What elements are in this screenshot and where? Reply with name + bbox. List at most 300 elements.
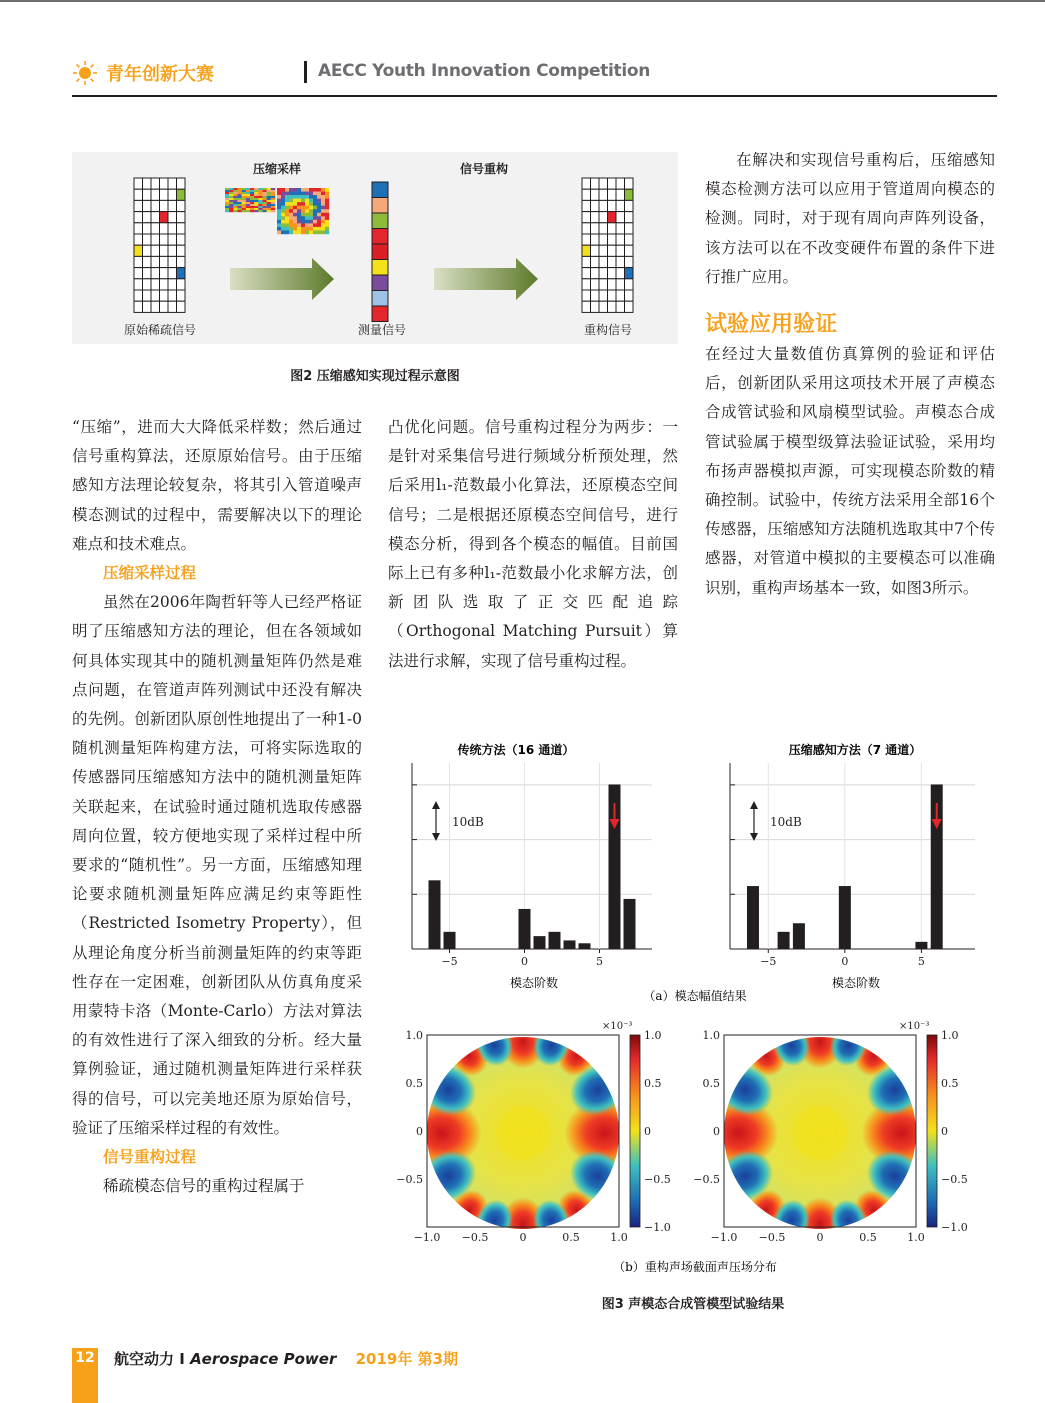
matrix-cell xyxy=(305,209,309,213)
grid-cell xyxy=(616,268,625,279)
col1-subheading-1: 压缩采样过程 xyxy=(103,564,197,583)
sun-logo-icon xyxy=(72,60,98,86)
grid-cell xyxy=(599,200,608,211)
matrix-cell xyxy=(258,188,262,190)
grid-cell xyxy=(599,279,608,290)
grid-cell xyxy=(599,189,608,200)
matrix-cell xyxy=(229,196,233,198)
grid-cell xyxy=(160,234,169,245)
chart-x-tick-label: 5 xyxy=(596,955,603,968)
matrix-cell xyxy=(271,196,275,198)
random-matrix-b xyxy=(277,188,329,234)
header-title-cn: 青年创新大赛 xyxy=(106,64,214,85)
grid-cell xyxy=(134,200,143,211)
grid-cell xyxy=(160,200,169,211)
grid-cell xyxy=(160,279,169,290)
matrix-cell xyxy=(254,190,258,192)
figure-3-charts xyxy=(390,735,996,1275)
matrix-cell xyxy=(313,195,317,199)
matrix-cell xyxy=(225,194,229,196)
matrix-cell xyxy=(285,227,289,231)
grid-cell xyxy=(625,290,634,301)
matrix-cell xyxy=(293,206,297,210)
matrix-cell xyxy=(289,209,293,213)
disc-center xyxy=(496,1106,550,1160)
matrix-cell xyxy=(321,227,325,231)
scale-arrow-up-icon xyxy=(432,801,440,809)
arrow-compress-icon xyxy=(230,258,334,300)
matrix-cell xyxy=(309,223,313,227)
matrix-cell xyxy=(267,198,271,200)
random-matrix-a xyxy=(225,188,275,212)
header-separator xyxy=(304,61,307,83)
original-sparse-grid xyxy=(134,178,185,312)
reconstructed-grid xyxy=(582,178,633,312)
grid-cell xyxy=(160,256,169,267)
matrix-cell xyxy=(242,202,246,204)
grid-cell xyxy=(591,178,600,189)
matrix-cell xyxy=(242,188,246,190)
matrix-cell xyxy=(258,204,262,206)
header-title-en: AECC Youth Innovation Competition xyxy=(318,61,651,81)
matrix-cell xyxy=(305,188,309,192)
matrix-cell xyxy=(258,194,262,196)
matrix-cell xyxy=(271,194,275,196)
scale-arrow-up-icon xyxy=(750,801,758,809)
colorbar-exponent: ×10⁻³ xyxy=(602,1021,633,1032)
matrix-cell xyxy=(297,195,301,199)
matrix-cell xyxy=(250,194,254,196)
matrix-cell xyxy=(263,208,267,210)
arrow-reconstruct-icon xyxy=(434,258,538,300)
matrix-cell xyxy=(229,192,233,194)
disc-field xyxy=(401,1015,645,1251)
grid-cell xyxy=(151,290,160,301)
grid-cell xyxy=(134,234,143,245)
matrix-cell xyxy=(225,206,229,208)
col3-paragraph-1: 在解决和实现信号重构后，压缩感知模态检测方法可以应用于管道周向模态的检测。同时，对于现有周向声阵列设备，该方法可以在不改变硬件布置的条件下进行推广应用。 xyxy=(705,151,995,286)
grid-cell xyxy=(177,279,186,290)
colorbar-exponent: ×10⁻³ xyxy=(899,1021,930,1032)
matrix-cell xyxy=(309,188,313,192)
matrix-cell xyxy=(263,190,267,192)
matrix-cell xyxy=(229,188,233,190)
matrix-cell xyxy=(229,198,233,200)
matrix-cell xyxy=(285,199,289,203)
measurement-cell xyxy=(372,182,388,198)
pressure-field-left xyxy=(401,1015,645,1251)
text-column-2 xyxy=(388,413,678,676)
measurement-cell xyxy=(372,213,388,229)
grid-cell xyxy=(591,256,600,267)
matrix-cell xyxy=(309,213,313,217)
measurement-cell xyxy=(372,275,388,291)
text-column-3 xyxy=(705,146,995,603)
measurement-vector xyxy=(372,182,388,322)
matrix-cell xyxy=(289,230,293,234)
matrix-cell xyxy=(313,209,317,213)
matrix-cell xyxy=(238,206,242,208)
matrix-cell xyxy=(233,210,237,212)
matrix-cell xyxy=(267,190,271,192)
grid-cell xyxy=(625,200,634,211)
matrix-cell xyxy=(285,213,289,217)
matrix-cell xyxy=(285,230,289,234)
matrix-cell xyxy=(325,206,329,210)
matrix-cell xyxy=(271,200,275,202)
matrix-cell xyxy=(285,209,289,213)
figure-2 xyxy=(72,152,678,344)
matrix-cell xyxy=(281,199,285,203)
matrix-cell xyxy=(313,230,317,234)
grid-cell xyxy=(616,290,625,301)
grid-cell xyxy=(625,189,634,200)
matrix-cell xyxy=(325,188,329,192)
field-x-tick-label: 1.0 xyxy=(907,1231,925,1244)
matrix-cell xyxy=(277,216,281,220)
grid-cell xyxy=(160,290,169,301)
grid-cell xyxy=(591,223,600,234)
matrix-cell xyxy=(285,220,289,224)
matrix-cell xyxy=(250,190,254,192)
matrix-cell xyxy=(297,223,301,227)
grid-cell xyxy=(582,301,591,312)
grid-cell xyxy=(168,223,177,234)
matrix-cell xyxy=(317,199,321,203)
matrix-cell xyxy=(250,210,254,212)
matrix-cell xyxy=(321,223,325,227)
matrix-cell xyxy=(267,202,271,204)
matrix-cell xyxy=(309,227,313,231)
matrix-cell xyxy=(301,209,305,213)
grid-cell xyxy=(608,268,617,279)
matrix-cell xyxy=(246,208,250,210)
colorbar-tick-label: −1.0 xyxy=(644,1221,671,1234)
matrix-cell xyxy=(305,213,309,217)
top-rule xyxy=(0,0,1045,2)
matrix-cell xyxy=(263,188,267,190)
matrix-cell xyxy=(271,198,275,200)
grid-cell xyxy=(582,212,591,223)
grid-cell xyxy=(625,212,634,223)
disc-field xyxy=(698,1015,942,1251)
matrix-cell xyxy=(242,200,246,202)
grid-cell xyxy=(599,245,608,256)
matrix-cell xyxy=(277,209,281,213)
grid-cell xyxy=(151,189,160,200)
matrix-cell xyxy=(293,216,297,220)
matrix-cell xyxy=(309,206,313,210)
chart-bar xyxy=(534,936,546,949)
matrix-cell xyxy=(313,188,317,192)
grid-cell xyxy=(599,290,608,301)
matrix-cell xyxy=(250,206,254,208)
field-x-tick-label: 1.0 xyxy=(610,1231,628,1244)
grid-cell xyxy=(160,223,169,234)
grid-cell xyxy=(177,245,186,256)
fig2-label-original: 原始稀疏信号 xyxy=(123,323,197,337)
field-x-tick-label: 0.5 xyxy=(859,1231,877,1244)
measurement-cell xyxy=(372,229,388,245)
matrix-cell xyxy=(233,204,237,206)
chart-bar xyxy=(839,886,851,949)
chart-bar xyxy=(747,886,759,949)
matrix-cell xyxy=(250,198,254,200)
matrix-cell xyxy=(229,190,233,192)
matrix-cell xyxy=(267,200,271,202)
grid-cell xyxy=(168,301,177,312)
matrix-cell xyxy=(301,195,305,199)
grid-cell xyxy=(625,268,634,279)
matrix-cell xyxy=(258,200,262,202)
matrix-cell xyxy=(263,200,267,202)
matrix-cell xyxy=(242,208,246,210)
matrix-cell xyxy=(258,206,262,208)
grid-cell xyxy=(151,256,160,267)
matrix-cell xyxy=(277,227,281,231)
matrix-cell xyxy=(233,196,237,198)
matrix-cell xyxy=(238,204,242,206)
matrix-cell xyxy=(317,216,321,220)
matrix-cell xyxy=(321,202,325,206)
chart-bar xyxy=(519,909,531,949)
matrix-cell xyxy=(246,194,250,196)
field-x-tick-label: −0.5 xyxy=(758,1231,786,1244)
chart-bar xyxy=(624,899,636,949)
matrix-cell xyxy=(246,210,250,212)
matrix-cell xyxy=(281,216,285,220)
matrix-cell xyxy=(285,223,289,227)
grid-cell xyxy=(168,290,177,301)
matrix-cell xyxy=(263,194,267,196)
matrix-cell xyxy=(313,199,317,203)
matrix-cell xyxy=(254,198,258,200)
matrix-cell xyxy=(321,195,325,199)
matrix-cell xyxy=(263,198,267,200)
matrix-cell xyxy=(281,227,285,231)
section-heading: 试验应用验证 xyxy=(705,312,838,338)
grid-cell xyxy=(168,234,177,245)
page-number: 12 xyxy=(75,1350,95,1366)
measurement-cell xyxy=(372,198,388,214)
matrix-cell xyxy=(313,213,317,217)
matrix-cell xyxy=(313,192,317,196)
matrix-cell xyxy=(238,198,242,200)
matrix-cell xyxy=(325,223,329,227)
matrix-cell xyxy=(325,213,329,217)
col2-paragraph-1: 凸优化问题。信号重构过程分为两步：一是针对采集信号进行频域分析预处理，然后采用l₁-范数最小化算法，还原模态空间信号；二是根据还原模态空间信号，进行模态分析，得到各个模态的幅值。目前国际上已有多种l₁-范数最小化求解方法，创新团队选取了正交匹配追踪（Orthogonal Matching Pursuit）算法进行求解，实现了信号重构过程。 xyxy=(388,418,678,670)
chart-x-tick-label: 0 xyxy=(841,955,849,968)
chart-x-tick-label: −5 xyxy=(441,955,458,968)
matrix-cell xyxy=(289,216,293,220)
matrix-cell xyxy=(258,198,262,200)
matrix-cell xyxy=(277,213,281,217)
matrix-cell xyxy=(242,196,246,198)
grid-cell xyxy=(608,178,617,189)
matrix-cell xyxy=(246,204,250,206)
matrix-cell xyxy=(301,227,305,231)
matrix-cell xyxy=(293,230,297,234)
matrix-cell xyxy=(325,209,329,213)
matrix-cell xyxy=(305,227,309,231)
matrix-cell xyxy=(281,188,285,192)
matrix-cell xyxy=(250,192,254,194)
grid-cell xyxy=(616,279,625,290)
matrix-cell xyxy=(297,230,301,234)
chart-bar xyxy=(915,942,927,949)
matrix-cell xyxy=(271,188,275,190)
grid-cell xyxy=(616,189,625,200)
matrix-cell xyxy=(305,202,309,206)
grid-cell xyxy=(582,223,591,234)
field-y-tick-label: 0.5 xyxy=(702,1077,720,1090)
scale-label: 10dB xyxy=(770,815,802,829)
fig2-label-measured: 测量信号 xyxy=(357,323,407,337)
chart-bar xyxy=(564,940,576,949)
matrix-cell xyxy=(242,206,246,208)
matrix-cell xyxy=(301,213,305,217)
chart-bar xyxy=(793,923,805,949)
matrix-cell xyxy=(233,190,237,192)
matrix-cell xyxy=(297,227,301,231)
matrix-cell xyxy=(254,208,258,210)
matrix-cell xyxy=(325,227,329,231)
chart-left-xlabel: 模态阶数 xyxy=(509,976,559,990)
grid-cell xyxy=(168,189,177,200)
matrix-cell xyxy=(293,188,297,192)
matrix-cell xyxy=(267,204,271,206)
chart-bar xyxy=(778,932,790,949)
grid-cell xyxy=(143,200,152,211)
matrix-cell xyxy=(250,204,254,206)
matrix-cell xyxy=(305,199,309,203)
matrix-cell xyxy=(317,192,321,196)
matrix-cell xyxy=(267,206,271,208)
grid-cell xyxy=(134,290,143,301)
grid-cell xyxy=(599,268,608,279)
matrix-cell xyxy=(281,206,285,210)
grid-cell xyxy=(177,178,186,189)
colorbar-tick-label: 0.5 xyxy=(941,1077,959,1090)
grid-cell xyxy=(591,200,600,211)
field-y-tick-label: 0 xyxy=(713,1125,720,1138)
field-y-tick-label: 1.0 xyxy=(702,1029,720,1042)
matrix-cell xyxy=(321,188,325,192)
grid-cell xyxy=(151,279,160,290)
grid-cell xyxy=(168,178,177,189)
matrix-cell xyxy=(242,190,246,192)
matrix-cell xyxy=(285,192,289,196)
matrix-cell xyxy=(297,199,301,203)
grid-cell xyxy=(177,189,186,200)
matrix-cell xyxy=(297,213,301,217)
matrix-cell xyxy=(263,196,267,198)
matrix-cell xyxy=(250,200,254,202)
matrix-cell xyxy=(301,199,305,203)
grid-cell xyxy=(582,279,591,290)
footer-separator: I xyxy=(179,1350,185,1368)
matrix-cell xyxy=(313,202,317,206)
matrix-cell xyxy=(321,209,325,213)
matrix-cell xyxy=(305,195,309,199)
matrix-cell xyxy=(267,192,271,194)
matrix-cell xyxy=(229,194,233,196)
grid-cell xyxy=(143,178,152,189)
matrix-cell xyxy=(297,216,301,220)
measurement-cell xyxy=(372,244,388,260)
matrix-cell xyxy=(313,216,317,220)
matrix-cell xyxy=(317,230,321,234)
matrix-cell xyxy=(285,216,289,220)
matrix-cell xyxy=(277,188,281,192)
matrix-cell xyxy=(246,196,250,198)
matrix-cell xyxy=(263,210,267,212)
matrix-cell xyxy=(238,188,242,190)
matrix-cell xyxy=(301,192,305,196)
matrix-cell xyxy=(321,216,325,220)
grid-cell xyxy=(160,212,169,223)
matrix-cell xyxy=(225,192,229,194)
caption-a: （a）模态幅值结果 xyxy=(643,989,747,1003)
matrix-cell xyxy=(246,192,250,194)
grid-cell xyxy=(143,189,152,200)
col1-subheading-2: 信号重构过程 xyxy=(103,1148,197,1167)
matrix-cell xyxy=(233,192,237,194)
field-x-tick-label: −1.0 xyxy=(413,1231,441,1244)
matrix-cell xyxy=(289,199,293,203)
matrix-cell xyxy=(225,188,229,190)
figure-3-caption: 图3 声模态合成管模型试验结果 xyxy=(601,1297,785,1312)
field-x-tick-label: 0 xyxy=(816,1231,824,1244)
grid-cell xyxy=(134,301,143,312)
matrix-cell xyxy=(301,223,305,227)
matrix-cell xyxy=(285,206,289,210)
matrix-cell xyxy=(258,192,262,194)
matrix-cell xyxy=(238,192,242,194)
chart-left-title: 传统方法（16 通道） xyxy=(457,743,575,757)
matrix-cell xyxy=(267,194,271,196)
matrix-cell xyxy=(254,192,258,194)
grid-cell xyxy=(143,256,152,267)
matrix-cell xyxy=(289,220,293,224)
grid-cell xyxy=(608,301,617,312)
matrix-cell xyxy=(225,210,229,212)
grid-cell xyxy=(151,223,160,234)
grid-cell xyxy=(143,245,152,256)
grid-cell xyxy=(143,223,152,234)
matrix-cell xyxy=(233,188,237,190)
grid-cell xyxy=(599,223,608,234)
matrix-cell xyxy=(242,194,246,196)
grid-cell xyxy=(616,245,625,256)
matrix-cell xyxy=(242,204,246,206)
matrix-cell xyxy=(309,192,313,196)
matrix-cell xyxy=(277,195,281,199)
matrix-cell xyxy=(281,230,285,234)
chart-right-xlabel: 模态阶数 xyxy=(831,976,881,990)
matrix-cell xyxy=(325,220,329,224)
grid-cell xyxy=(616,234,625,245)
matrix-cell xyxy=(229,202,233,204)
matrix-cell xyxy=(250,208,254,210)
matrix-cell xyxy=(277,223,281,227)
grid-cell xyxy=(168,245,177,256)
grid-cell xyxy=(608,223,617,234)
caption-b: （b）重构声场截面声压场分布 xyxy=(613,1260,777,1274)
matrix-cell xyxy=(281,223,285,227)
fig2-label-reconstruct: 信号重构 xyxy=(459,162,509,176)
matrix-cell xyxy=(297,188,301,192)
